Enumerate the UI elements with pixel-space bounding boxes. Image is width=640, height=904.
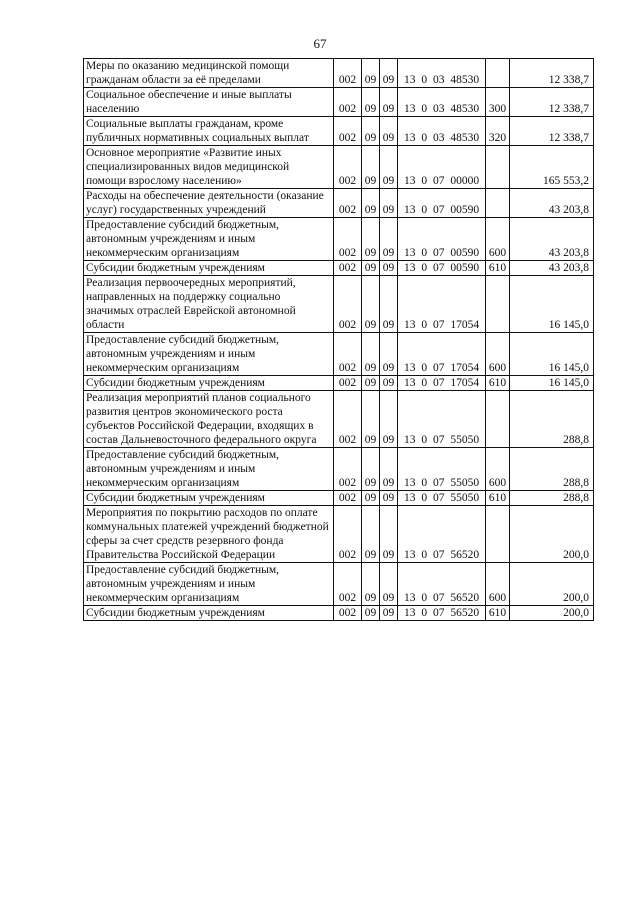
target-article-cell: 13 0 07 17054 <box>398 376 486 391</box>
grbs-code-cell: 002 <box>334 189 362 218</box>
amount-cell: 43 203,8 <box>510 218 594 261</box>
grbs-code-cell: 002 <box>334 146 362 189</box>
row-name-cell: Субсидии бюджетным учреждениям <box>84 261 334 276</box>
grbs-code-cell: 002 <box>334 59 362 88</box>
expense-type-cell <box>486 506 510 563</box>
grbs-code-cell: 002 <box>334 261 362 276</box>
amount-cell: 43 203,8 <box>510 189 594 218</box>
target-article-cell: 13 0 07 00590 <box>398 189 486 218</box>
section-code-cell: 09 <box>362 376 380 391</box>
row-name-cell: Предоставление субсидий бюджетным, автономным учреждениям и иным некоммерческим организациям <box>84 333 334 376</box>
target-article-cell: 13 0 07 00590 <box>398 261 486 276</box>
amount-cell: 200,0 <box>510 506 594 563</box>
expense-type-cell <box>486 391 510 448</box>
expense-type-cell: 600 <box>486 563 510 606</box>
subsection-code-cell: 09 <box>380 261 398 276</box>
row-name-cell: Субсидии бюджетным учреждениям <box>84 491 334 506</box>
target-article-cell: 13 0 07 00000 <box>398 146 486 189</box>
amount-cell: 16 145,0 <box>510 333 594 376</box>
expense-type-cell: 610 <box>486 491 510 506</box>
subsection-code-cell: 09 <box>380 88 398 117</box>
grbs-code-cell: 002 <box>334 88 362 117</box>
row-name-cell: Социальное обеспечение и иные выплаты населению <box>84 88 334 117</box>
target-article-cell: 13 0 07 00590 <box>398 218 486 261</box>
row-name-cell: Субсидии бюджетным учреждениям <box>84 376 334 391</box>
section-code-cell: 09 <box>362 189 380 218</box>
section-code-cell: 09 <box>362 59 380 88</box>
table-row <box>84 391 594 448</box>
row-name-cell: Реализация первоочередных мероприятий, направленных на поддержку социально значимых отраслей Еврейской автономной области <box>84 276 334 333</box>
row-name-cell: Предоставление субсидий бюджетным, автономным учреждениям и иным некоммерческим организациям <box>84 218 334 261</box>
amount-cell: 16 145,0 <box>510 376 594 391</box>
expense-type-cell: 600 <box>486 448 510 491</box>
subsection-code-cell: 09 <box>380 218 398 261</box>
section-code-cell: 09 <box>362 117 380 146</box>
row-name-cell: Меры по оказанию медицинской помощи гражданам области за её пределами <box>84 59 334 88</box>
table-row <box>84 189 594 218</box>
table-row <box>84 606 594 621</box>
amount-cell: 165 553,2 <box>510 146 594 189</box>
amount-cell: 43 203,8 <box>510 261 594 276</box>
expense-type-cell <box>486 146 510 189</box>
expense-type-cell: 610 <box>486 261 510 276</box>
section-code-cell: 09 <box>362 218 380 261</box>
expense-type-cell: 600 <box>486 218 510 261</box>
section-code-cell: 09 <box>362 563 380 606</box>
subsection-code-cell: 09 <box>380 333 398 376</box>
target-article-cell: 13 0 07 56520 <box>398 606 486 621</box>
row-name-cell: Субсидии бюджетным учреждениям <box>84 606 334 621</box>
section-code-cell: 09 <box>362 146 380 189</box>
row-name-cell: Мероприятия по покрытию расходов по оплате коммунальных платежей учреждений бюджетной сферы за счет средств резервного фонда Правительства Российской Федерации <box>84 506 334 563</box>
target-article-cell: 13 0 07 17054 <box>398 276 486 333</box>
section-code-cell: 09 <box>362 333 380 376</box>
expense-type-cell: 320 <box>486 117 510 146</box>
row-name-cell: Предоставление субсидий бюджетным, автономным учреждениям и иным некоммерческим организациям <box>84 448 334 491</box>
subsection-code-cell: 09 <box>380 506 398 563</box>
section-code-cell: 09 <box>362 88 380 117</box>
expense-type-cell: 300 <box>486 88 510 117</box>
table-row <box>84 117 594 146</box>
target-article-cell: 13 0 07 17054 <box>398 333 486 376</box>
table-row <box>84 491 594 506</box>
target-article-cell: 13 0 03 48530 <box>398 59 486 88</box>
expense-type-cell <box>486 59 510 88</box>
expense-type-cell <box>486 189 510 218</box>
subsection-code-cell: 09 <box>380 606 398 621</box>
amount-cell: 288,8 <box>510 391 594 448</box>
grbs-code-cell: 002 <box>334 506 362 563</box>
subsection-code-cell: 09 <box>380 189 398 218</box>
subsection-code-cell: 09 <box>380 491 398 506</box>
grbs-code-cell: 002 <box>334 276 362 333</box>
expense-type-cell: 600 <box>486 333 510 376</box>
target-article-cell: 13 0 07 56520 <box>398 563 486 606</box>
subsection-code-cell: 09 <box>380 563 398 606</box>
row-name-cell: Предоставление субсидий бюджетным, автономным учреждениям и иным некоммерческим организациям <box>84 563 334 606</box>
amount-cell: 200,0 <box>510 606 594 621</box>
row-name-cell: Расходы на обеспечение деятельности (оказание услуг) государственных учреждений <box>84 189 334 218</box>
budget-table <box>83 58 594 621</box>
grbs-code-cell: 002 <box>334 218 362 261</box>
subsection-code-cell: 09 <box>380 146 398 189</box>
target-article-cell: 13 0 07 55050 <box>398 448 486 491</box>
subsection-code-cell: 09 <box>380 117 398 146</box>
expense-type-cell: 610 <box>486 606 510 621</box>
expense-type-cell <box>486 276 510 333</box>
table-row <box>84 218 594 261</box>
table-row <box>84 59 594 88</box>
target-article-cell: 13 0 07 56520 <box>398 506 486 563</box>
target-article-cell: 13 0 03 48530 <box>398 88 486 117</box>
table-row <box>84 261 594 276</box>
row-name-cell: Реализация мероприятий планов социального развития центров экономического роста субъектов Российской Федерации, входящих в состав Дальневосточного федерального округа <box>84 391 334 448</box>
section-code-cell: 09 <box>362 606 380 621</box>
grbs-code-cell: 002 <box>334 391 362 448</box>
section-code-cell: 09 <box>362 391 380 448</box>
page-number: 67 <box>313 36 327 51</box>
table-row <box>84 88 594 117</box>
subsection-code-cell: 09 <box>380 448 398 491</box>
table-row <box>84 276 594 333</box>
amount-cell: 12 338,7 <box>510 117 594 146</box>
table-row <box>84 146 594 189</box>
grbs-code-cell: 002 <box>334 448 362 491</box>
section-code-cell: 09 <box>362 491 380 506</box>
target-article-cell: 13 0 07 55050 <box>398 391 486 448</box>
table-row <box>84 333 594 376</box>
table-row <box>84 376 594 391</box>
grbs-code-cell: 002 <box>334 333 362 376</box>
amount-cell: 288,8 <box>510 491 594 506</box>
amount-cell: 16 145,0 <box>510 276 594 333</box>
row-name-cell: Социальные выплаты гражданам, кроме публичных нормативных социальных выплат <box>84 117 334 146</box>
table-row <box>84 506 594 563</box>
section-code-cell: 09 <box>362 261 380 276</box>
grbs-code-cell: 002 <box>334 117 362 146</box>
target-article-cell: 13 0 03 48530 <box>398 117 486 146</box>
amount-cell: 200,0 <box>510 563 594 606</box>
amount-cell: 288,8 <box>510 448 594 491</box>
subsection-code-cell: 09 <box>380 276 398 333</box>
row-name-cell: Основное мероприятие «Развитие иных специализированных видов медицинской помощи взрослому населению» <box>84 146 334 189</box>
table-body <box>84 59 594 621</box>
section-code-cell: 09 <box>362 506 380 563</box>
grbs-code-cell: 002 <box>334 606 362 621</box>
expense-type-cell: 610 <box>486 376 510 391</box>
subsection-code-cell: 09 <box>380 391 398 448</box>
target-article-cell: 13 0 07 55050 <box>398 491 486 506</box>
amount-cell: 12 338,7 <box>510 59 594 88</box>
subsection-code-cell: 09 <box>380 376 398 391</box>
section-code-cell: 09 <box>362 276 380 333</box>
grbs-code-cell: 002 <box>334 563 362 606</box>
grbs-code-cell: 002 <box>334 376 362 391</box>
section-code-cell: 09 <box>362 448 380 491</box>
subsection-code-cell: 09 <box>380 59 398 88</box>
table-row <box>84 563 594 606</box>
grbs-code-cell: 002 <box>334 491 362 506</box>
amount-cell: 12 338,7 <box>510 88 594 117</box>
table-row <box>84 448 594 491</box>
